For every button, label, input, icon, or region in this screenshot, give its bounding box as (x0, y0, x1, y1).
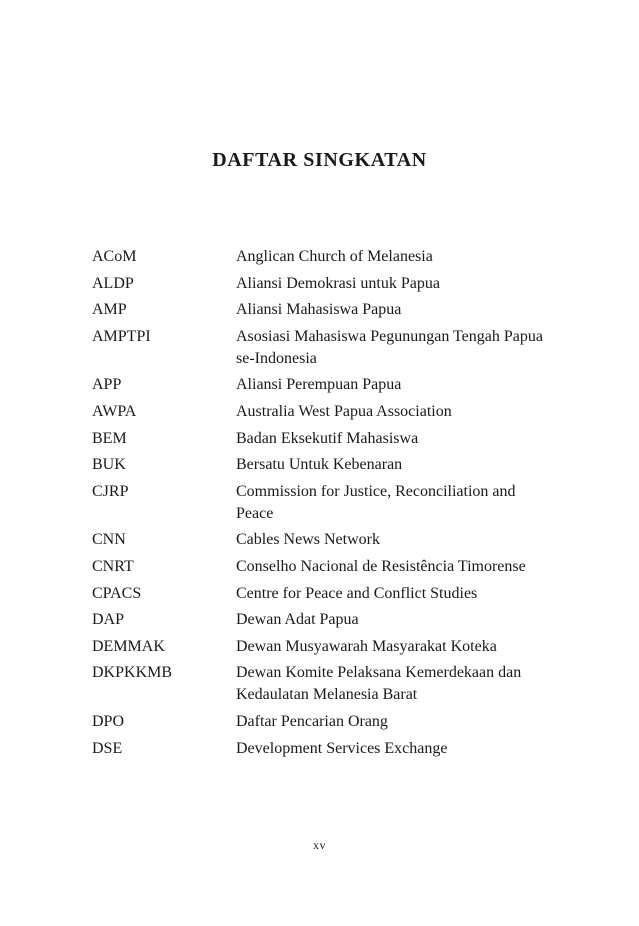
page-number: xv (313, 838, 326, 852)
abbreviation-term: AMP (92, 301, 127, 319)
abbreviation-description: Australia West Papua Association (236, 402, 452, 420)
abbreviation-list (92, 246, 552, 764)
list-item (92, 529, 552, 551)
list-item (92, 454, 552, 476)
list-item (92, 481, 552, 525)
list-item (92, 711, 552, 733)
list-item (92, 246, 552, 268)
abbreviation-description: Daftar Pencarian Orang (236, 712, 388, 730)
list-item (92, 609, 552, 631)
list-item (92, 556, 552, 578)
abbreviation-description: Badan Eksekutif Mahasiswa (236, 429, 419, 447)
abbreviation-description: Aliansi Mahasiswa Papua (236, 301, 402, 319)
abbreviation-description: Dewan Musyawarah Masyarakat Koteka (236, 637, 497, 655)
abbreviation-description: Aliansi Perempuan Papua (236, 376, 402, 394)
abbreviation-term: BEM (92, 429, 127, 447)
list-item (92, 636, 552, 658)
list-item (92, 583, 552, 605)
abbreviation-description: Bersatu Untuk Kebenaran (236, 456, 403, 474)
abbreviation-term: DAP (92, 611, 125, 629)
abbreviation-description: Development Services Exchange (236, 739, 448, 757)
abbreviation-description: Anglican Church of Melanesia (236, 248, 433, 265)
abbreviation-term: DKPKKMB (92, 664, 173, 682)
abbreviation-description: Centre for Peace and Conflict Studies (236, 584, 478, 602)
abbreviation-description: Dewan Komite Pelaksana Kemerdekaan dan Kedaulatan Melanesia Barat (236, 664, 522, 704)
list-item (92, 738, 552, 760)
page-title: DAFTAR SINGKATAN (212, 149, 427, 171)
abbreviation-description: Dewan Adat Papua (236, 611, 359, 629)
abbreviation-term: CNN (92, 531, 126, 549)
abbreviation-description: Conselho Nacional de Resistência Timorense (236, 557, 526, 575)
abbreviation-description: Cables News Network (236, 531, 380, 549)
list-item (92, 326, 552, 370)
abbreviation-term: CNRT (92, 557, 134, 575)
abbreviation-term: DEMMAK (92, 637, 165, 655)
abbreviation-term: DPO (92, 712, 125, 730)
list-item (92, 374, 552, 396)
abbreviation-term: APP (92, 376, 122, 394)
list-item (92, 662, 552, 706)
abbreviation-description: Commission for Justice, Reconciliation and Peace (236, 482, 516, 522)
abbreviation-term: ACoM (92, 248, 137, 265)
list-item (92, 273, 552, 295)
abbreviation-term: CJRP (92, 482, 129, 500)
list-item (92, 401, 552, 423)
abbreviation-term: AWPA (92, 402, 137, 420)
abbreviation-term: ALDP (92, 274, 134, 292)
abbreviation-term: AMPTPI (92, 327, 151, 345)
abbreviation-description: Asosiasi Mahasiswa Pegunungan Tengah Papua se-Indonesia (236, 327, 543, 367)
abbreviation-term: BUK (92, 456, 126, 474)
abbreviation-term: DSE (92, 739, 123, 757)
list-item (92, 299, 552, 321)
abbreviation-description: Aliansi Demokrasi untuk Papua (236, 274, 440, 292)
list-item (92, 428, 552, 450)
abbreviation-term: CPACS (92, 584, 142, 602)
